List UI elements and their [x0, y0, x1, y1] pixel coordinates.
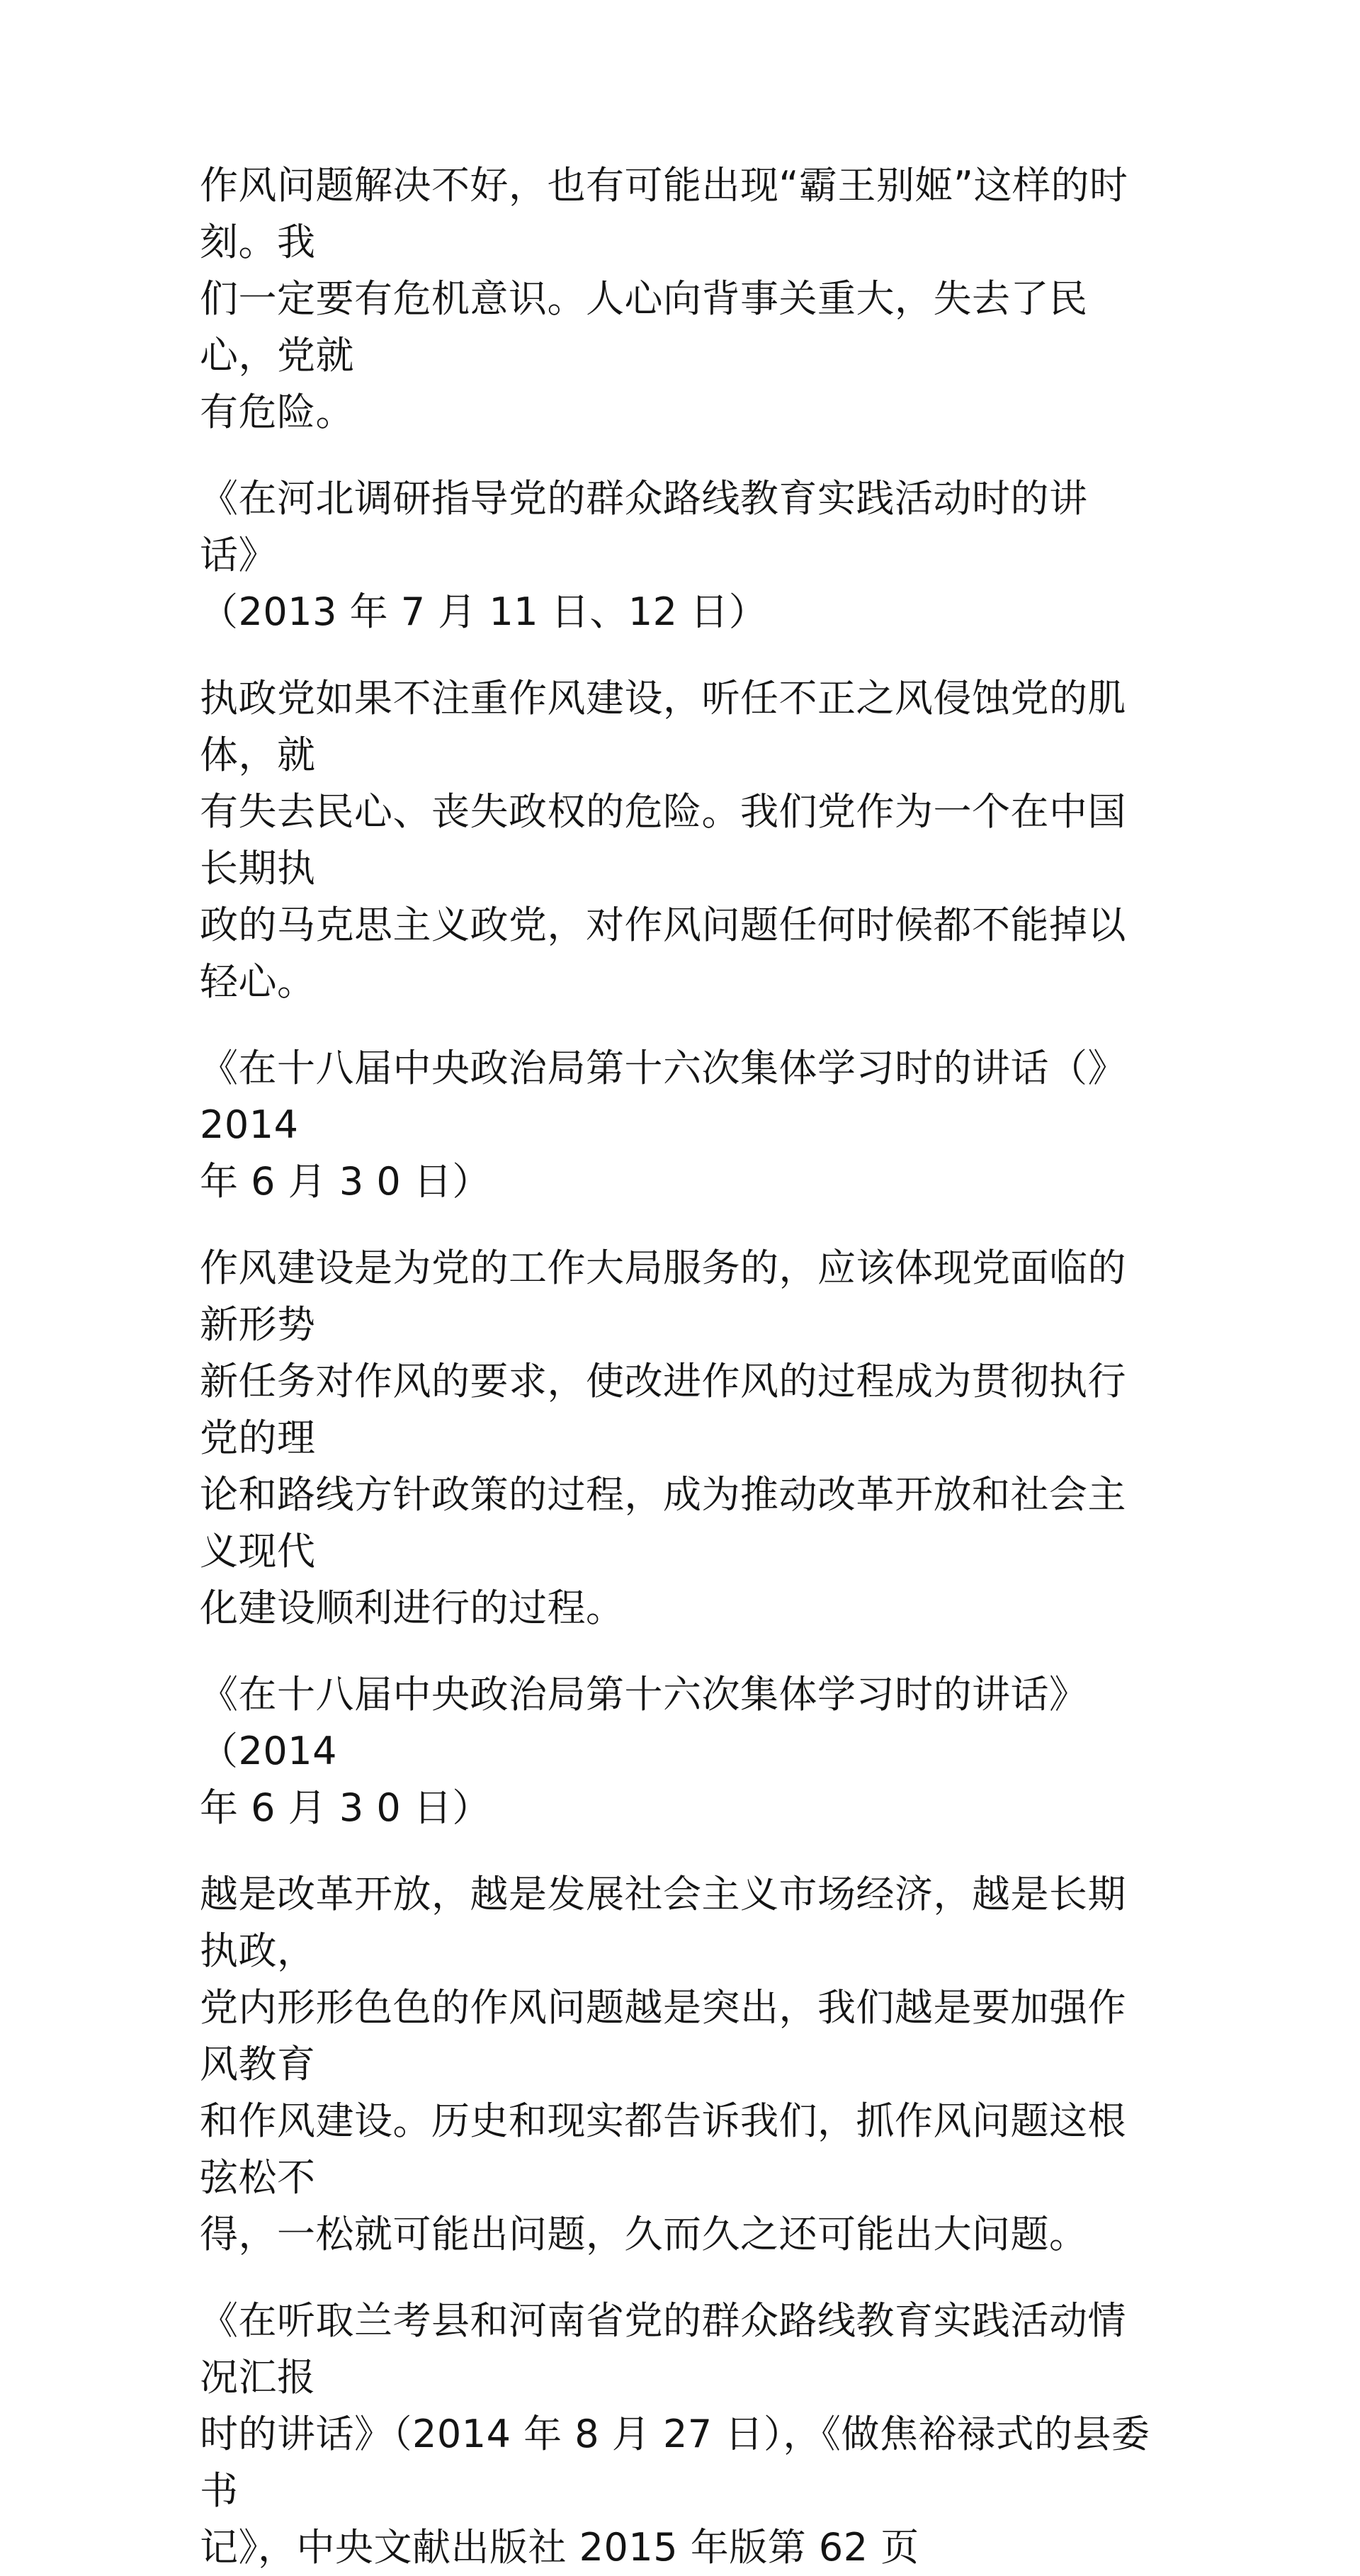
citation-4: 《在听取兰考县和河南省党的群众路线教育实践活动情况汇报 时的讲话》（2014 年 8 月 27 日），《做焦裕禄式的县委书 记》，中央文献出版社 2015 年版第 62 页	[200, 2298, 1150, 2570]
document-page	[200, 157, 1160, 2576]
spacer	[200, 1010, 1160, 1040]
spacer	[200, 441, 1160, 470]
quote-paragraph-3: 作风建设是为党的工作大局服务的，应该体现党面临的新形势 新任务对作风的要求，使改进作风的过程成为贯彻执行党的理 论和路线方针政策的过程，成为推动改革开放和社会主义现代 化建设顺利进行的过程。	[200, 1245, 1126, 1630]
citation-2: 《在十八届中央政治局第十六次集体学习时的讲话（》2014 年 6 月 3 0 日）	[200, 1046, 1126, 1204]
spacer	[200, 1836, 1160, 1866]
quote-paragraph-4: 越是改革开放，越是发展社会主义市场经济，越是长期执政， 党内形形色色的作风问题越是突出，我们越是要加强作风教育 和作风建设。历史和现实都告诉我们，抓作风问题这根弦松不 得，一松就可能出问题，久而久之还可能出大问题。	[200, 1872, 1126, 2256]
spacer	[200, 2263, 1160, 2293]
citation-3: 《在十八届中央政治局第十六次集体学习时的讲话》（2014 年 6 月 3 0 日）	[200, 1672, 1088, 1830]
citation-1: 《在河北调研指导党的群众路线教育实践活动时的讲话》 （2013 年 7 月 11 日、12 日）	[200, 476, 1088, 634]
quote-paragraph-1: 作风问题解决不好，也有可能出现“霸王别姬”这样的时刻。我 们一定要有危机意识。人心向背事关重大，失去了民心，党就 有危险。	[200, 163, 1128, 434]
spacer	[200, 640, 1160, 670]
spacer	[200, 1210, 1160, 1240]
quote-paragraph-2: 执政党如果不注重作风建设，听任不正之风侵蚀党的肌体，就 有失去民心、丧失政权的危险。我们党作为一个在中国长期执 政的马克思主义政党，对作风问题任何时候都不能掉以轻心。	[200, 676, 1126, 1004]
spacer	[200, 1637, 1160, 1666]
